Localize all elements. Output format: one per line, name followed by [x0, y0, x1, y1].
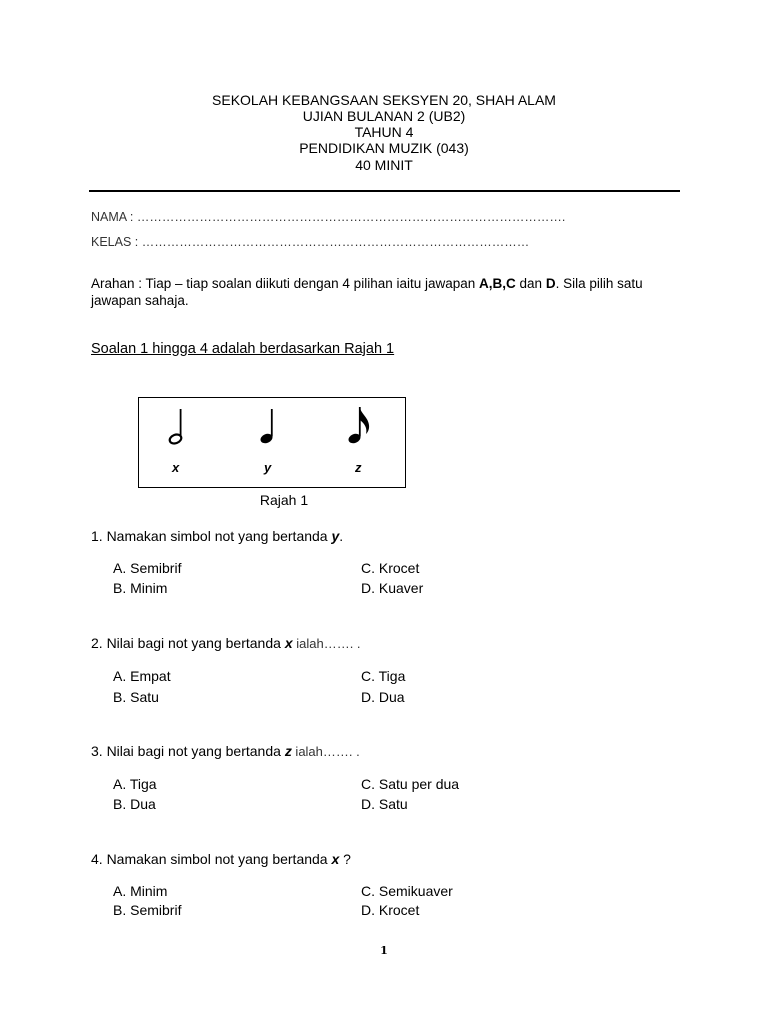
question-text: 3. Nilai bagi not yang bertanda	[91, 743, 285, 759]
exam-duration: 40 MINIT	[355, 157, 413, 173]
q3-option-d[interactable]: D. Satu	[361, 796, 408, 812]
question-var: x	[331, 851, 340, 867]
section-title: Soalan 1 hingga 4 adalah berdasarkan Rajah 1	[91, 341, 395, 357]
question-1	[91, 528, 343, 544]
name-field[interactable]: NAMA : ………………………………………………………………………………………….	[91, 210, 566, 224]
instructions-prefix: Arahan : Tiap – tiap soalan diikuti dengan 4 pilihan iaitu jawapan	[91, 276, 480, 291]
q4-option-d[interactable]: D. Krocet	[361, 902, 420, 918]
quarter-note-icon	[259, 409, 274, 445]
note-label-z: z	[355, 460, 362, 475]
instructions-suffix: . Sila pilih satu jawapan sahaja.	[91, 276, 643, 308]
question-2	[91, 635, 361, 651]
question-text: 2. Nilai bagi not yang bertanda	[91, 635, 285, 651]
header-divider	[89, 190, 680, 192]
year-level: TAHUN 4	[354, 124, 414, 140]
instructions-middle: dan	[515, 276, 546, 291]
half-note-icon	[168, 409, 182, 445]
q3-option-c[interactable]: C. Satu per dua	[361, 776, 460, 792]
question-4	[91, 851, 351, 867]
eighth-note-icon	[347, 407, 369, 445]
q4-option-c[interactable]: C. Semikuaver	[361, 883, 453, 899]
q4-option-a[interactable]: A. Minim	[113, 883, 168, 899]
instructions-choices: A,B,C	[479, 276, 516, 291]
q1-option-a[interactable]: A. Semibrif	[113, 560, 182, 576]
question-tail: ?	[339, 851, 351, 867]
q3-option-a[interactable]: A. Tiga	[113, 776, 157, 792]
note-label-x: x	[172, 460, 180, 475]
q3-option-b[interactable]: B. Dua	[113, 796, 156, 812]
note-label-y: y	[264, 460, 272, 475]
class-field[interactable]: KELAS : …………………………………………………………………………………	[91, 235, 530, 249]
question-var: y	[331, 528, 340, 544]
instructions	[91, 275, 681, 309]
question-3	[91, 743, 360, 759]
q2-option-b[interactable]: B. Satu	[113, 689, 159, 705]
question-tail: ialah……. .	[291, 744, 360, 759]
q1-option-b[interactable]: B. Minim	[113, 580, 168, 596]
question-text: 4. Namakan simbol not yang bertanda	[91, 851, 332, 867]
q1-option-d[interactable]: D. Kuaver	[361, 580, 424, 596]
q1-option-c[interactable]: C. Krocet	[361, 560, 420, 576]
q4-option-b[interactable]: B. Semibrif	[113, 902, 182, 918]
question-tail: .	[339, 528, 344, 544]
figure-caption: Rajah 1	[259, 492, 309, 508]
question-var: z	[284, 743, 292, 759]
page-number: 1	[380, 944, 388, 957]
question-text: 1. Namakan simbol not yang bertanda	[91, 528, 332, 544]
q2-option-a[interactable]: A. Empat	[113, 668, 171, 684]
school-name: SEKOLAH KEBANGSAAN SEKSYEN 20, SHAH ALAM	[212, 92, 556, 108]
subject-title: PENDIDIKAN MUZIK (043)	[299, 140, 469, 156]
q2-option-c[interactable]: C. Tiga	[361, 668, 406, 684]
exam-title: UJIAN BULANAN 2 (UB2)	[302, 108, 466, 124]
question-var: x	[284, 635, 293, 651]
figure-box	[138, 397, 406, 488]
q2-option-d[interactable]: D. Dua	[361, 689, 405, 705]
instructions-last-choice: D	[545, 276, 556, 291]
question-tail: ialah……. .	[292, 636, 361, 651]
